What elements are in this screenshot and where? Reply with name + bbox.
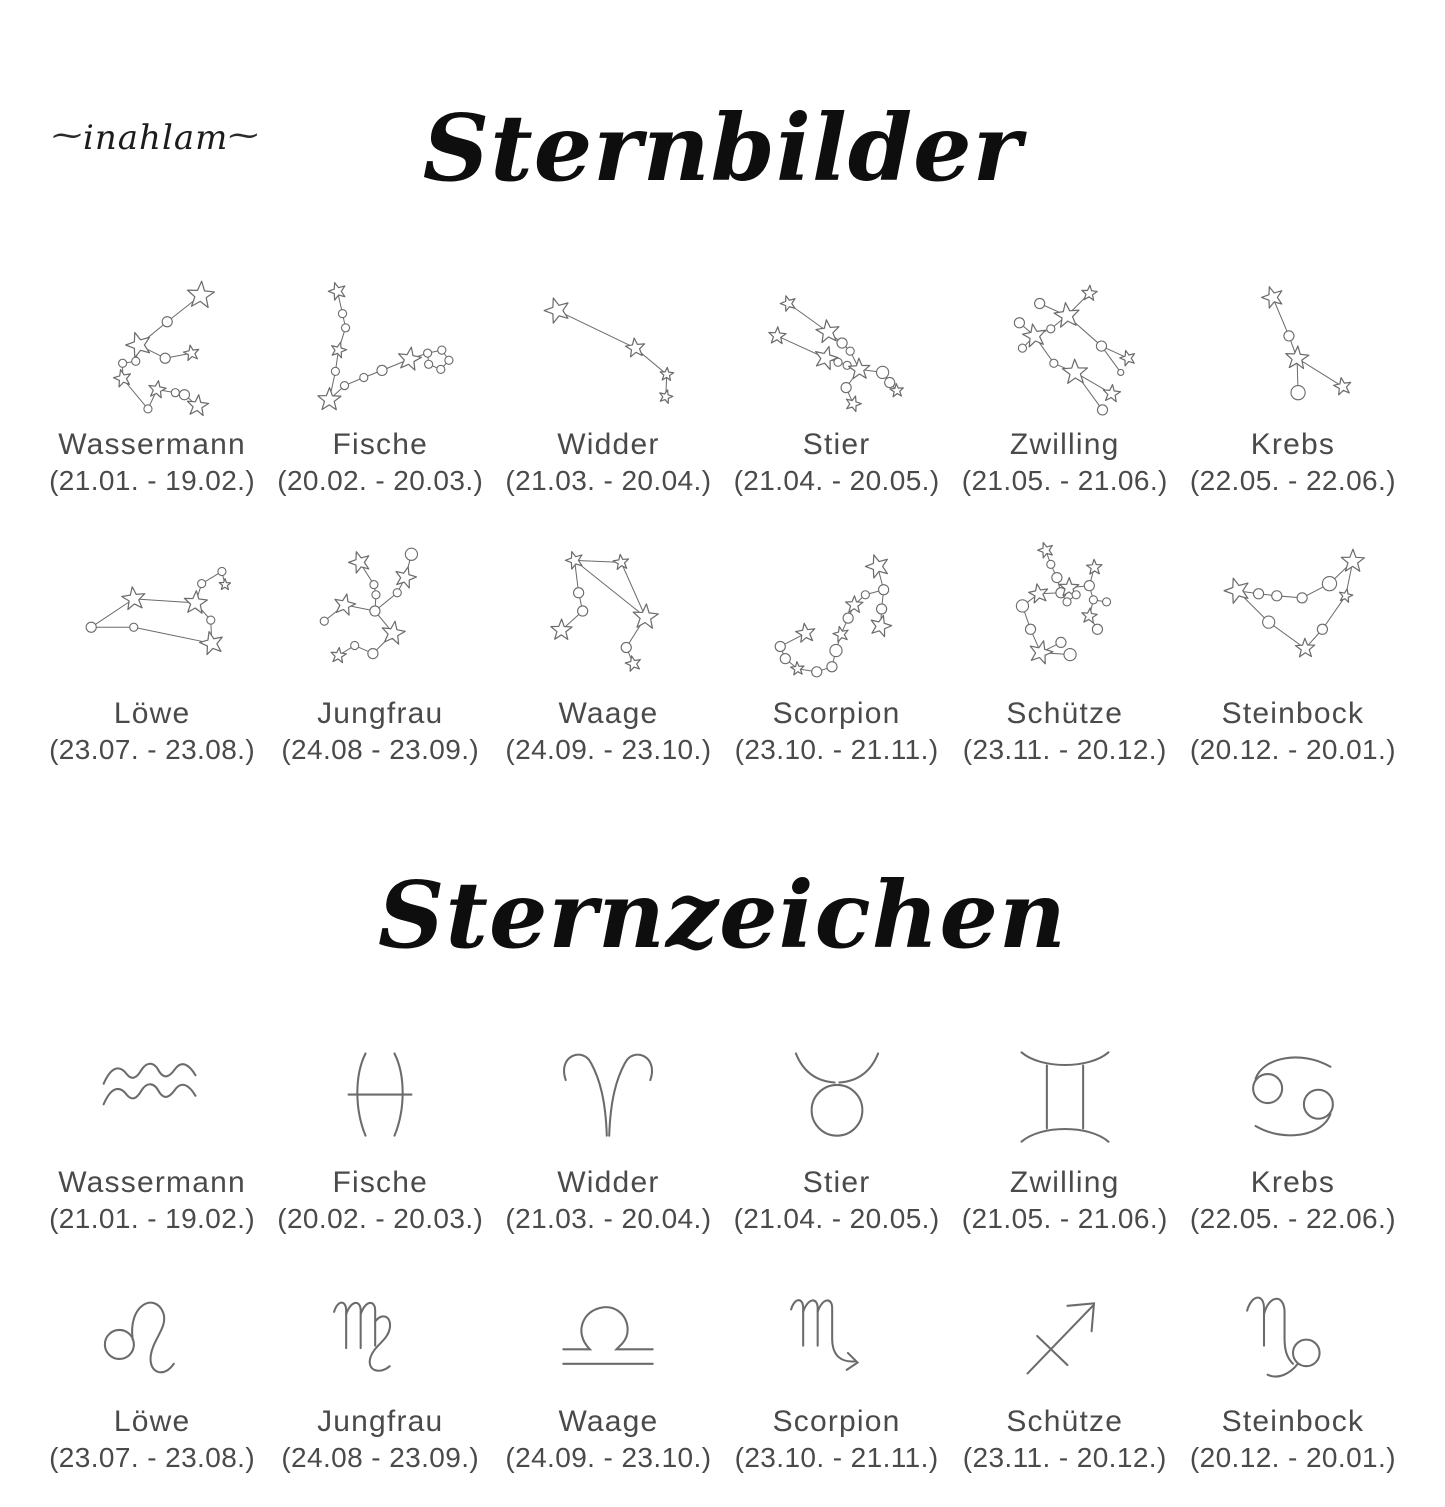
zodiac-name: Krebs	[1250, 1165, 1336, 1199]
logo-flourish-right: ⁓	[228, 117, 260, 153]
zodiac-cell-scorpion	[723, 527, 951, 766]
zodiac-name: Scorpion	[772, 1404, 901, 1438]
zodiac-name: Stier	[802, 1165, 871, 1199]
zodiac-name: Löwe	[113, 1404, 191, 1438]
symbol-widder-icon	[550, 1032, 666, 1162]
zodiac-cell-widder	[494, 258, 722, 497]
section-title-sternbilder: Sternbilder	[422, 93, 1023, 202]
zodiac-cell-steinbock	[1179, 527, 1407, 766]
zodiac-cell-wassermann	[38, 1026, 266, 1235]
constellation-wassermann-icon	[73, 258, 231, 424]
zodiac-name: Jungfrau	[317, 696, 444, 730]
symbol-loewe-icon	[94, 1271, 210, 1401]
section-title-sternzeichen: Sternzeichen	[378, 861, 1067, 970]
constellations-grid	[0, 258, 1445, 766]
zodiac-cell-waage	[494, 1265, 722, 1474]
constellation-stier-icon	[758, 258, 916, 424]
zodiac-dates: (24.08 - 23.09.)	[281, 733, 480, 765]
zodiac-cell-waage	[494, 527, 722, 766]
zodiac-cell-fische	[266, 1026, 494, 1235]
zodiac-cell-widder	[494, 1026, 722, 1235]
zodiac-cell-fische	[266, 258, 494, 497]
zodiac-name: Waage	[558, 1404, 659, 1438]
zodiac-cell-stier	[723, 258, 951, 497]
zodiac-dates: (23.07. - 23.08.)	[49, 733, 256, 765]
zodiac-name: Löwe	[113, 696, 191, 730]
zodiac-dates: (22.05. - 22.06.)	[1189, 464, 1396, 496]
zodiac-cell-zwilling	[951, 258, 1179, 497]
zodiac-cell-krebs	[1179, 258, 1407, 497]
constellation-waage-icon	[529, 527, 687, 693]
zodiac-cell-stier	[723, 1026, 951, 1235]
symbol-zwilling-icon	[1007, 1032, 1123, 1162]
zodiac-dates: (23.10. - 21.11.)	[734, 1441, 939, 1473]
constellation-loewe-icon	[73, 527, 231, 693]
zodiac-dates: (21.01. - 19.02.)	[49, 1202, 256, 1234]
symbol-schuetze-icon	[1007, 1271, 1123, 1401]
zodiac-dates: (20.02. - 20.03.)	[277, 1202, 484, 1234]
constellation-steinbock-icon	[1214, 527, 1372, 693]
zodiac-dates: (23.10. - 21.11.)	[734, 733, 939, 765]
zodiac-dates: (20.02. - 20.03.)	[277, 464, 484, 496]
logo-flourish-left: ⁓	[52, 117, 83, 153]
zodiac-dates: (23.11. - 20.12.)	[962, 733, 1167, 765]
zodiac-dates: (24.08 - 23.09.)	[281, 1441, 480, 1473]
zodiac-name: Steinbock	[1221, 1404, 1365, 1438]
zodiac-cell-jungfrau	[266, 1265, 494, 1474]
zodiac-dates: (21.05. - 21.06.)	[961, 1202, 1168, 1234]
symbol-steinbock-icon	[1235, 1271, 1351, 1401]
symbol-scorpion-icon	[779, 1271, 895, 1401]
symbol-stier-icon	[779, 1032, 895, 1162]
zodiac-name: Wassermann	[58, 1165, 246, 1199]
zodiac-cell-zwilling	[951, 1026, 1179, 1235]
zodiac-name: Steinbock	[1221, 696, 1365, 730]
zodiac-name: Waage	[558, 696, 659, 730]
zodiac-dates: (21.04. - 20.05.)	[733, 464, 940, 496]
zodiac-name: Fische	[332, 1165, 429, 1199]
zodiac-dates: (21.05. - 21.06.)	[961, 464, 1168, 496]
zodiac-cell-loewe	[38, 1265, 266, 1474]
zodiac-cell-scorpion	[723, 1265, 951, 1474]
symbol-wassermann-icon	[94, 1032, 210, 1162]
zodiac-cell-steinbock	[1179, 1265, 1407, 1474]
zodiac-dates: (21.03. - 20.04.)	[505, 1202, 712, 1234]
zodiac-name: Wassermann	[58, 427, 246, 461]
zodiac-cell-jungfrau	[266, 527, 494, 766]
constellation-widder-icon	[529, 258, 687, 424]
logo-text: inahlam	[83, 117, 229, 158]
zodiac-cell-schuetze	[951, 1265, 1179, 1474]
zodiac-cell-schuetze	[951, 527, 1179, 766]
zodiac-name: Widder	[557, 1165, 660, 1199]
zodiac-cell-loewe	[38, 527, 266, 766]
zodiac-name: Stier	[802, 427, 871, 461]
brand-logo	[52, 118, 259, 158]
zodiac-dates: (21.03. - 20.04.)	[505, 464, 712, 496]
zodiac-name: Jungfrau	[317, 1404, 444, 1438]
zodiac-name: Scorpion	[772, 696, 901, 730]
constellation-scorpion-icon	[758, 527, 916, 693]
zodiac-dates: (20.12. - 20.01.)	[1189, 733, 1396, 765]
constellation-fische-icon	[301, 258, 459, 424]
symbol-fische-icon	[322, 1032, 438, 1162]
symbol-jungfrau-icon	[322, 1271, 438, 1401]
zodiac-name: Widder	[557, 427, 660, 461]
zodiac-dates: (22.05. - 22.06.)	[1189, 1202, 1396, 1234]
zodiac-dates: (20.12. - 20.01.)	[1189, 1441, 1396, 1473]
zodiac-name: Krebs	[1250, 427, 1336, 461]
zodiac-name: Zwilling	[1009, 1165, 1120, 1199]
zodiac-name: Fische	[332, 427, 429, 461]
symbols-grid	[0, 1026, 1445, 1474]
constellation-zwilling-icon	[986, 258, 1144, 424]
zodiac-name: Schütze	[1006, 696, 1124, 730]
zodiac-dates: (21.04. - 20.05.)	[733, 1202, 940, 1234]
constellation-jungfrau-icon	[301, 527, 459, 693]
zodiac-cell-krebs	[1179, 1026, 1407, 1235]
zodiac-name: Zwilling	[1009, 427, 1120, 461]
constellation-krebs-icon	[1214, 258, 1372, 424]
zodiac-dates: (23.07. - 23.08.)	[49, 1441, 256, 1473]
symbol-krebs-icon	[1235, 1032, 1351, 1162]
zodiac-dates: (21.01. - 19.02.)	[49, 464, 256, 496]
zodiac-reference-sheet	[0, 62, 1445, 1507]
zodiac-dates: (24.09. - 23.10.)	[505, 733, 712, 765]
zodiac-cell-wassermann	[38, 258, 266, 497]
symbol-waage-icon	[550, 1271, 666, 1401]
zodiac-dates: (23.11. - 20.12.)	[962, 1441, 1167, 1473]
zodiac-dates: (24.09. - 23.10.)	[505, 1441, 712, 1473]
zodiac-name: Schütze	[1006, 1404, 1124, 1438]
constellation-schuetze-icon	[986, 527, 1144, 693]
